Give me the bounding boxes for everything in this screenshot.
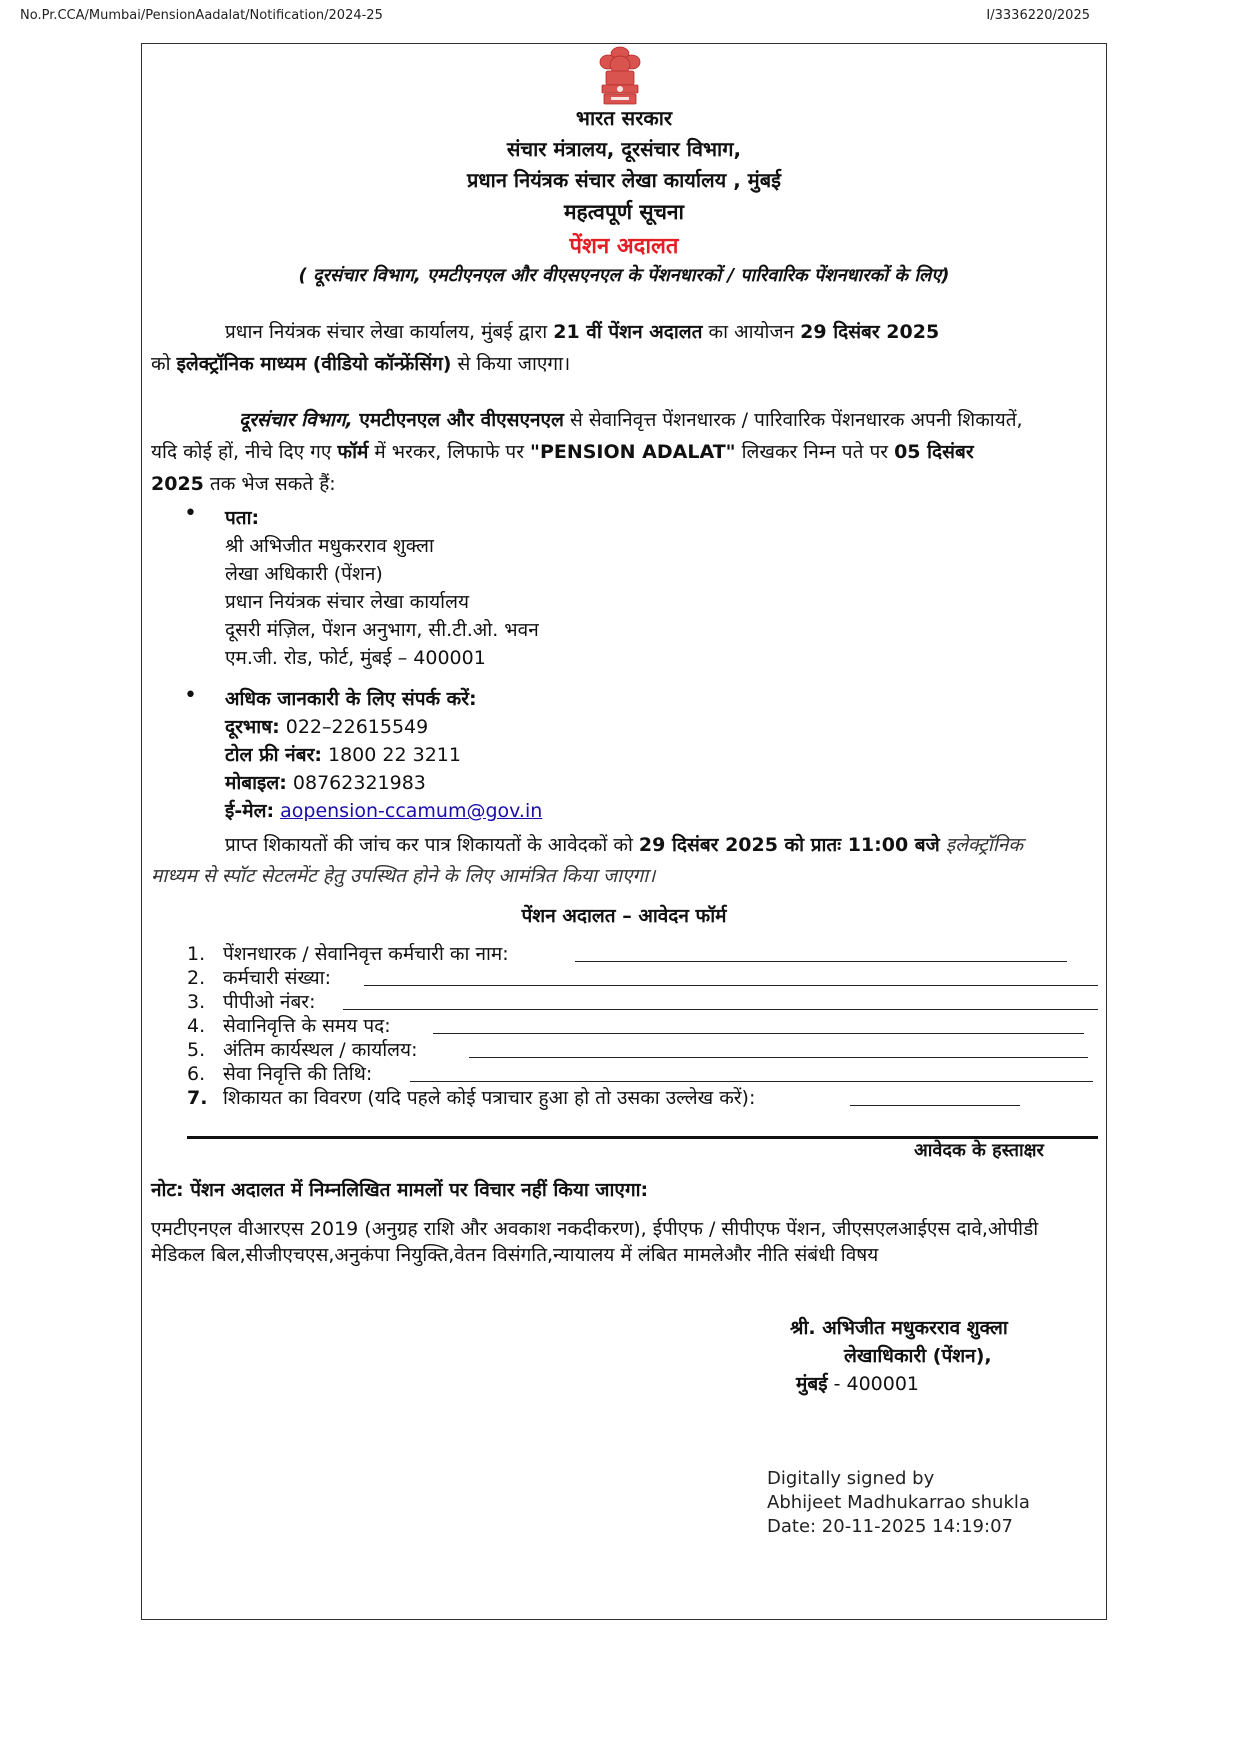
form-row-employee-no: 2. कर्मचारी संख्या: [187,967,331,989]
note-title: नोट: पेंशन अदालत में निम्नलिखित मामलों पर विचार नहीं किया जाएगा: [151,1179,649,1201]
form-field-employee-no[interactable] [364,985,1098,986]
form-row-post: 4. सेवानिवृत्ति के समय पद: [187,1015,391,1037]
paragraph-settlement: प्राप्त शिकायतों की जांच कर पात्र शिकायतों के आवेदकों को 29 दिसंबर 2025 को प्रातः 11:00 बजे इलेक्ट्रॉनिक माध्यम से स्पॉट सेटलमेंट हेतु उपस्थित होने के लिए आमंत्रित किया जाएगा। [151,834,1023,887]
form-title: पेंशन अदालत – आवेदन फॉर्म [521,905,727,927]
form-row-retirement-date: 6. सेवा निवृत्ति की तिथि: [187,1063,373,1085]
form-field-name[interactable] [575,961,1067,962]
office-title: प्रधान नियंत्रक संचार लेखा कार्यालय , मुंबई [467,168,781,192]
signatory-city: मुंबई - 400001 [796,1373,920,1395]
paragraph-instructions: दूरसंचार विभाग, एमटीएनएल और वीएसएनएल से सेवानिवृत्त पेंशनधारक / पारिवारिक पेंशनधारक अपनी शिकायतें, यदि कोई हों, नीचे दिए गए फॉर्म में भरकर, लिफाफे पर "PENSION ADALAT" लिखकर निम्न पते पर 05 दिसंबर 2025 तक भेज सकते हैं: [151,409,1023,495]
bullet-contact: • [184,683,197,708]
notice-subtitle: ( दूरसंचार विभाग, एमटीएनएल और वीएसएनएल के पेंशनधारकों / पारिवारिक पेंशनधारकों के लिए) [298,265,950,286]
ministry-title: संचार मंत्रालय, दूरसंचार विभाग, [506,137,742,161]
paragraph-schedule: प्रधान नियंत्रक संचार लेखा कार्यालय, मुंबई द्वारा 21 वीं पेंशन अदालत का आयोजन 29 दिसंबर 2025 को इलेक्ट्रॉनिक माध्यम (वीडियो कॉन्फ्रेंसिंग) से किया जाएगा। [151,321,940,375]
pension-adalat-title: पेंशन अदालत [569,234,679,259]
notice-title: महत्वपूर्ण सूचना [564,200,684,224]
form-field-retirement-date[interactable] [410,1081,1093,1082]
national-emblem-icon [593,45,647,107]
bullet-address: • [184,501,197,526]
form-row-workplace: 5. अंतिम कार्यस्थल / कार्यालय: [187,1039,418,1061]
signatory-designation: लेखाधिकारी (पेंशन), [844,1345,992,1367]
document-id: I/3336220/2025 [986,8,1090,23]
form-row-name: 1. पेंशनधारक / सेवानिवृत्त कर्मचारी का नाम: [187,943,509,965]
note-body: एमटीएनएल वीआरएस 2019 (अनुग्रह राशि और अवकाश नकदीकरण), ईपीएफ / सीपीएफ पेंशन, जीएसएलआईएस दावे,ओपीडी मेडिकल बिल,सीजीएचएस,अनुकंपा नियुक्ति,वेतन विसंगति,न्यायालय में लंबित मामलेऔर नीति संबंधी विषय [151,1218,1039,1266]
form-row-ppo: 3. पीपीओ नंबर: [187,991,316,1013]
reference-number: No.Pr.CCA/Mumbai/PensionAadalat/Notification/2024-25 [20,8,383,23]
email-link[interactable]: aopension-ccamum@gov.in [280,800,543,822]
govt-title: भारत सरकार [575,106,673,130]
address-block: पता: श्री अभिजीत मधुकरराव शुक्ला लेखा अधिकारी (पेंशन) प्रधान नियंत्रक संचार लेखा कार्यालय दूसरी मंज़िल, पेंशन अनुभाग, सी.टी.ओ. भवन एम.जी. रोड, फोर्ट, मुंबई – 400001 [225,507,539,669]
digital-signature-block: Digitally signed by Abhijeet Madhukarrao shukla Date: 20-11-2025 14:19:07 [767,1468,1030,1537]
form-field-ppo[interactable] [343,1009,1098,1010]
contact-block: अधिक जानकारी के लिए संपर्क करें: दूरभाष: 022–22615549 टोल फ्री नंबर: 1800 22 3211 मोबाइल: 08762321983 ई-मेल: aopension-ccamum@gov.in [225,688,543,822]
form-field-complaint[interactable] [850,1105,1020,1106]
applicant-signature-label: आवेदक के हस्ताक्षर [914,1140,1044,1161]
signatory-name: श्री. अभिजीत मधुकरराव शुक्ला [790,1317,1008,1339]
form-field-workplace[interactable] [469,1057,1088,1058]
form-field-post[interactable] [433,1033,1084,1034]
form-row-complaint: 7. शिकायत का विवरण (यदि पहले कोई पत्राचार हुआ हो तो उसका उल्लेख करें): [187,1087,756,1109]
